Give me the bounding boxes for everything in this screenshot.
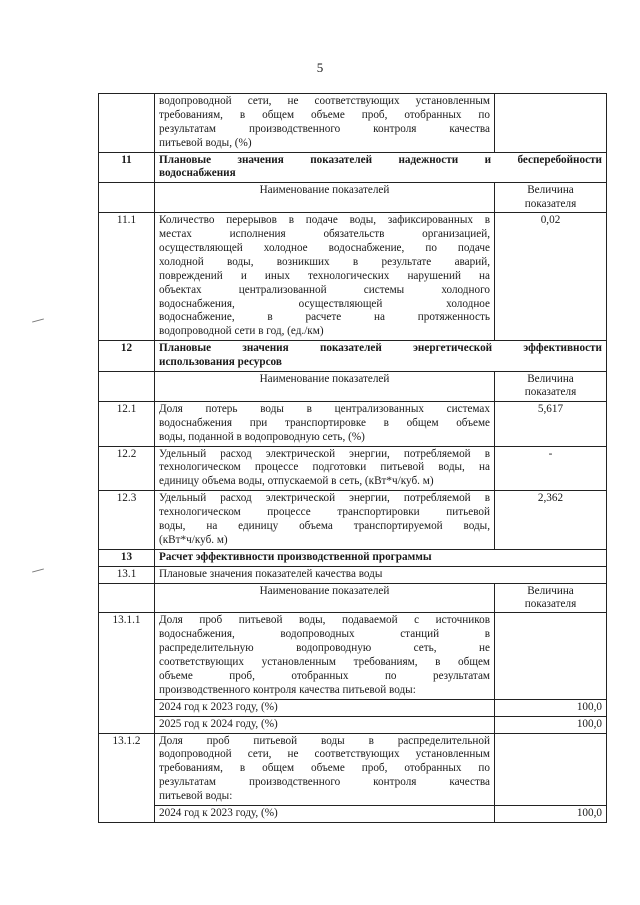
header-row: [99, 183, 607, 213]
row-number: 13.1.2: [99, 733, 155, 822]
section-title: Плановые значения показателей надежности и бесперебойности водоснабжения: [155, 152, 607, 183]
indicator-text: Доля проб питьевой воды, подаваемой с источников водоснабжения, водопроводных станций в распределительную водопроводную сеть, не соответствующих установленным требованиям, в общем объеме проб, отобранных по результатам производственного контроля качества питьевой воды:: [155, 613, 495, 699]
section-number: 13: [99, 549, 155, 566]
indicator-text: Удельный расход электрической энергии, потребляемой в технологическом процессе подготовки питьевой воды, на единицу объема воды, отпускаемой в сеть, (кВт*ч/куб. м): [155, 446, 495, 491]
num-cell: [99, 183, 155, 213]
header-value: Величина показателя: [495, 372, 607, 402]
indicator-value: 0,02: [495, 213, 607, 341]
section-number: 11: [99, 152, 155, 183]
indicator-value: 5,617: [495, 401, 607, 446]
page-number: 5: [316, 60, 324, 75]
value-cell: [495, 733, 607, 805]
section-row: [99, 152, 607, 183]
year-label: 2025 год к 2024 году, (%): [155, 716, 495, 733]
header-row: [99, 372, 607, 402]
num-cell: [99, 94, 155, 153]
indicator-text: водопроводной сети, не соответствующих установленным требованиям, в общем объеме проб, отобранных по результатам производственного контроля качества питьевой воды, (%): [155, 94, 495, 153]
margin-mark: [32, 318, 44, 322]
indicators-table: [98, 93, 607, 823]
table-row: [99, 613, 607, 699]
section-title: Расчет эффективности производственной программы: [155, 549, 607, 566]
table-row: [99, 94, 607, 153]
row-number: 12.3: [99, 491, 155, 550]
year-label: 2024 год к 2023 году, (%): [155, 806, 495, 823]
header-name: Наименование показателей: [155, 583, 495, 613]
year-value: 100,0: [495, 716, 607, 733]
row-number: 12.1: [99, 401, 155, 446]
table-row: [99, 733, 607, 805]
indicator-text: Доля потерь воды в централизованных системах водоснабжения при транспортировке в общем объеме воды, поданной в водопроводную сеть, (%): [155, 401, 495, 446]
header-value: Величина показателя: [495, 183, 607, 213]
indicator-value: 2,362: [495, 491, 607, 550]
row-number: 13.1: [99, 566, 155, 583]
subsection-title: Плановые значения показателей качества воды: [155, 566, 607, 583]
indicator-value: -: [495, 446, 607, 491]
table-row: [99, 699, 607, 716]
year-value: 100,0: [495, 699, 607, 716]
table-row: [99, 806, 607, 823]
header-name: Наименование показателей: [155, 372, 495, 402]
section-row: [99, 341, 607, 372]
table-row: [99, 213, 607, 341]
row-number: 13.1.1: [99, 613, 155, 733]
table-row: [99, 491, 607, 550]
value-cell: [495, 613, 607, 699]
value-cell: [495, 94, 607, 153]
indicator-text: Удельный расход электрической энергии, потребляемой в технологическом процессе транспортировки питьевой воды, на единицу объема транспортируемой воды, (кВт*ч/куб. м): [155, 491, 495, 550]
indicator-text: Доля проб питьевой воды в распределительной водопроводной сети, не соответствующих установленным требованиям, в общем объеме проб, отобранных по результатам производственного контроля качества питьевой воды:: [155, 733, 495, 805]
indicator-text: Количество перерывов в подаче воды, зафиксированных в местах исполнения обязательств организацией, осуществляющей холодное водоснабжение, по подаче холодной воды, возникших в результате аварий, повреждений и иных технологических нарушений на объектах централизованной системы холодного водоснабжения, осуществляющей холодное водоснабжение, в расчете на протяженность водопроводной сети в год, (ед./км): [155, 213, 495, 341]
section-number: 12: [99, 341, 155, 372]
row-number: 12.2: [99, 446, 155, 491]
header-value: Величина показателя: [495, 583, 607, 613]
table-row: [99, 716, 607, 733]
row-number: 11.1: [99, 213, 155, 341]
year-value: 100,0: [495, 806, 607, 823]
num-cell: [99, 583, 155, 613]
table-row: [99, 401, 607, 446]
section-row: [99, 549, 607, 566]
num-cell: [99, 372, 155, 402]
table-row: [99, 446, 607, 491]
section-title: Плановые значения показателей энергетической эффективности использования ресурсов: [155, 341, 607, 372]
header-row: [99, 583, 607, 613]
year-label: 2024 год к 2023 году, (%): [155, 699, 495, 716]
header-name: Наименование показателей: [155, 183, 495, 213]
subsection-row: [99, 566, 607, 583]
margin-mark: [32, 568, 44, 572]
